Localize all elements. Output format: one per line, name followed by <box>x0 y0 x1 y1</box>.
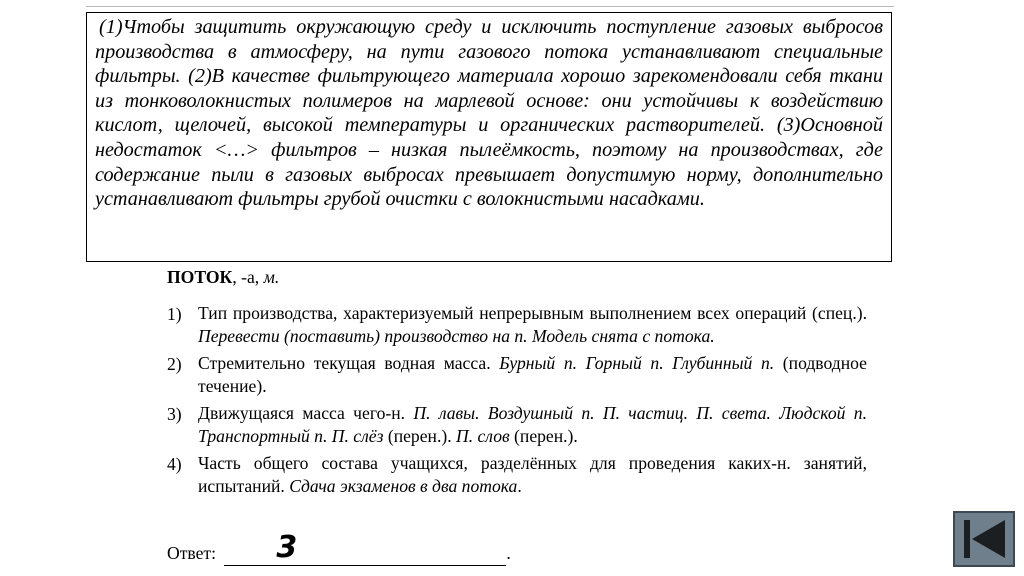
dictionary-meanings <box>167 302 867 497</box>
dictionary-grammar: , -а, <box>232 267 264 287</box>
passage-box <box>86 12 892 262</box>
meaning-examples: Бурный п. Горный п. Глубинный п. <box>499 353 775 373</box>
answer-row <box>167 530 511 566</box>
meaning-note-extra: (перен.). <box>509 425 578 446</box>
meaning-definition: Тип производства, характеризуемый непрерывным выполнением всех операций (спец.). <box>198 303 867 323</box>
dictionary-headword-line <box>167 266 867 288</box>
meaning-examples: П. лавы. Воздушный п. П. частиц. П. света. Людской п. Транспортный п. П. слёз <box>198 403 867 446</box>
answer-end: . <box>506 543 511 563</box>
top-divider <box>86 6 894 7</box>
meaning-item-3 <box>167 402 867 447</box>
meaning-note: (перен.). <box>383 425 456 446</box>
meaning-note: . <box>517 475 522 496</box>
meaning-definition: Движущаяся масса чего-н. <box>198 403 414 423</box>
passage-text: (1)Чтобы защитить окружающую среду и исключить поступление газовых выбросов производства в атмосферу, на пути газового потока устанавливают специальные фильтры. (2)В качестве фильтрующего материала хорошо зарекомендовали себя ткани из тонковолокнистых полимеров на марлевой основе: они устойчивы к воздействию кислот, щелочей, высокой температуры и органических растворителей. (3)Основной недостаток <…> фильтров – низкая пылеёмкость, поэтому на производствах, где содержание пыли в газовых выбросах превышает допустимую норму, дополнительно устанавливают фильтры грубой очистки с волокнистыми насадками. <box>95 16 883 211</box>
dictionary-headword: ПОТОК <box>167 267 233 287</box>
meaning-item-4 <box>167 452 867 497</box>
answer-value: 3 <box>276 530 298 565</box>
meaning-number: 3) <box>167 404 182 424</box>
meaning-item-1 <box>167 302 867 347</box>
meaning-definition: Стремительно текущая водная масса. <box>198 353 500 373</box>
meaning-number: 2) <box>167 354 182 374</box>
dictionary-gender: м. <box>263 267 280 287</box>
meaning-note: (подводное течение). <box>198 353 867 396</box>
go-to-start-button[interactable] <box>953 511 1015 567</box>
meaning-item-2 <box>167 352 867 397</box>
answer-label: Ответ: <box>167 543 216 563</box>
meaning-definition: Часть общего состава учащихся, разделённых для проведения каких-н. занятий, испытаний. <box>198 453 867 496</box>
dictionary-entry <box>167 266 867 502</box>
answer-field[interactable] <box>224 530 506 566</box>
meaning-examples: Сдача экзаменов в два потока <box>289 475 518 496</box>
meaning-number: 1) <box>167 304 182 324</box>
meaning-number: 4) <box>167 454 182 474</box>
skip-to-start-icon <box>963 519 1007 559</box>
meaning-examples-extra: П. слов <box>456 425 510 446</box>
meaning-examples: Перевести (поставить) производство на п. Модель снята с потока. <box>198 325 715 346</box>
